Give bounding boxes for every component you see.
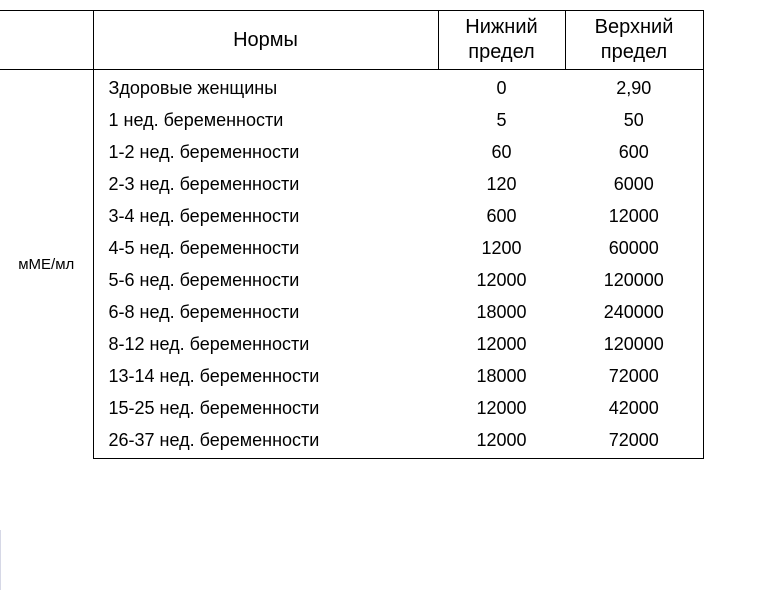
row-upper-cell: 120000 — [565, 264, 703, 296]
row-lower-cell: 12000 — [476, 334, 527, 354]
row-upper-cell: 50 — [565, 104, 703, 136]
row-upper-cell: 120000 — [565, 328, 703, 360]
row-upper-cell: 72000 — [565, 360, 703, 392]
header-upper-limit: Верхний предел — [565, 11, 703, 70]
row-lower-cell: 120 — [486, 174, 517, 194]
table-body — [0, 70, 703, 459]
table-row — [0, 168, 703, 200]
row-upper-cell: 600 — [565, 136, 703, 168]
table-row — [0, 296, 703, 328]
row-name-cell: 6-8 нед. беременности — [93, 296, 438, 328]
table-row — [0, 328, 703, 360]
row-upper-cell: 2,90 — [565, 70, 703, 105]
header-norms: Нормы — [93, 11, 438, 70]
row-lower-cell: 600 — [486, 206, 517, 226]
row-upper-cell: 72000 — [565, 424, 703, 459]
table-row — [0, 264, 703, 296]
norms-table — [0, 10, 704, 459]
row-name-cell: 2-3 нед. беременности — [93, 168, 438, 200]
row-name-cell: 15-25 нед. беременности — [93, 392, 438, 424]
header-lower-limit: Нижний предел — [438, 11, 565, 70]
row-name-cell: 4-5 нед. беременности — [93, 232, 438, 264]
row-name-cell: 8-12 нед. беременности — [93, 328, 438, 360]
table-row — [0, 392, 703, 424]
row-lower-cell: 0 — [496, 78, 507, 98]
row-lower-cell: 1200 — [481, 238, 522, 258]
row-lower-cell: 5 — [496, 110, 507, 130]
row-name-cell: 3-4 нед. беременности — [93, 200, 438, 232]
header-unit-cell — [0, 11, 93, 70]
row-name-cell: 1-2 нед. беременности — [93, 136, 438, 168]
row-name-cell: 5-6 нед. беременности — [93, 264, 438, 296]
row-lower-cell: 60 — [491, 142, 512, 162]
table-row — [0, 360, 703, 392]
row-lower-cell: 18000 — [476, 366, 527, 386]
row-upper-cell: 60000 — [565, 232, 703, 264]
table-row — [0, 200, 703, 232]
row-upper-cell: 6000 — [565, 168, 703, 200]
row-upper-cell: 12000 — [565, 200, 703, 232]
table-header-row — [0, 11, 703, 70]
table-row — [0, 424, 703, 459]
row-upper-cell: 42000 — [565, 392, 703, 424]
row-lower-cell: 12000 — [476, 398, 527, 418]
row-upper-cell: 240000 — [565, 296, 703, 328]
table-row — [0, 70, 703, 105]
row-lower-cell: 18000 — [476, 302, 527, 322]
row-lower-cell: 12000 — [476, 270, 527, 290]
row-name-cell: 1 нед. беременности — [93, 104, 438, 136]
row-name-cell: 13-14 нед. беременности — [93, 360, 438, 392]
page-edge-mark — [0, 530, 5, 590]
table-row — [0, 104, 703, 136]
unit-cell: мМЕ/мл — [18, 256, 75, 274]
table-row — [0, 232, 703, 264]
table-row — [0, 136, 703, 168]
row-lower-cell: 12000 — [438, 424, 565, 459]
row-name-cell: 26-37 нед. беременности — [93, 424, 438, 459]
row-name-cell: Здоровые женщины — [93, 70, 438, 105]
